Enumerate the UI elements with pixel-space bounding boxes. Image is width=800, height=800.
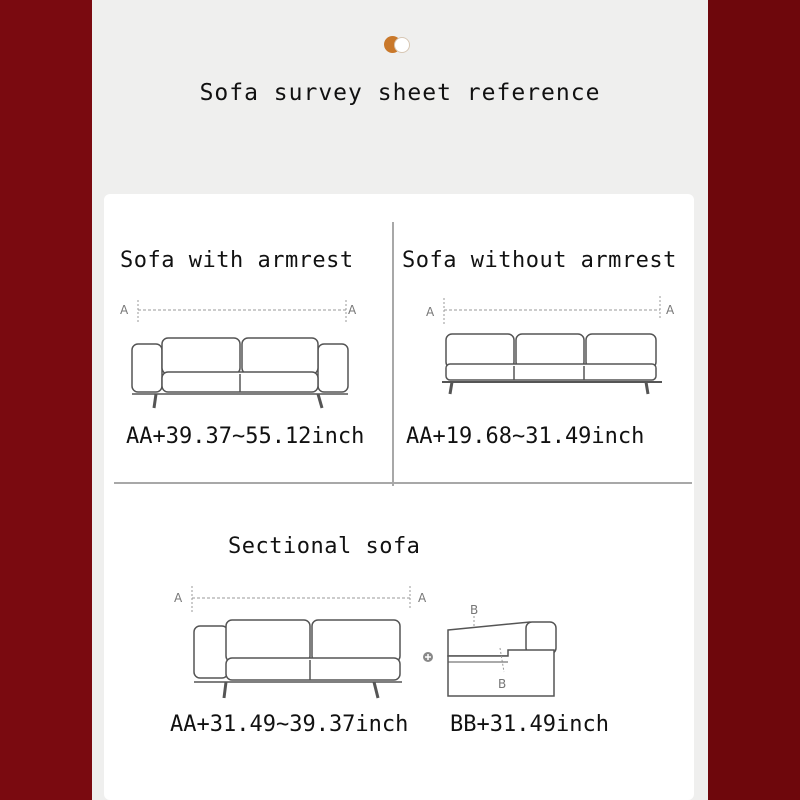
reference-card xyxy=(104,194,694,800)
sectional-sofa-measure-b: BB+31.49inch xyxy=(450,712,609,737)
dimension-label-a-right: A xyxy=(418,591,427,605)
dimension-label-b-top: B xyxy=(470,603,479,617)
page-title: Sofa survey sheet reference xyxy=(199,80,601,106)
sectional-sofa-diagram-b xyxy=(442,602,572,706)
content-panel xyxy=(92,0,708,800)
dimension-label-a-right: A xyxy=(348,303,357,317)
decorative-dots-icon xyxy=(384,36,418,54)
dimension-label-a-left: A xyxy=(174,591,183,605)
sectional-sofa-measure-a: AA+31.49~39.37inch xyxy=(170,712,409,737)
vertical-divider xyxy=(392,222,394,486)
dimension-label-a-left: A xyxy=(426,305,435,319)
sectional-sofa-diagram-a xyxy=(174,582,427,704)
sofa-without-armrest-measure: AA+19.68~31.49inch xyxy=(406,424,645,449)
horizontal-divider xyxy=(114,482,692,484)
sofa-with-armrest-label: Sofa with armrest xyxy=(120,248,354,273)
dimension-label-a-right: A xyxy=(666,303,675,317)
dimension-label-b-bottom: B xyxy=(498,677,507,691)
left-background xyxy=(0,0,92,800)
sofa-with-armrest-diagram xyxy=(118,294,358,414)
sofa-without-armrest-label: Sofa without armrest xyxy=(402,248,677,273)
right-background xyxy=(708,0,800,800)
dimension-label-a-left: A xyxy=(120,303,129,317)
sofa-with-armrest-measure: AA+39.37~55.12inch xyxy=(126,424,365,449)
plus-icon xyxy=(422,651,434,663)
sectional-sofa-label: Sectional sofa xyxy=(228,534,421,559)
sofa-without-armrest-diagram xyxy=(426,294,676,404)
